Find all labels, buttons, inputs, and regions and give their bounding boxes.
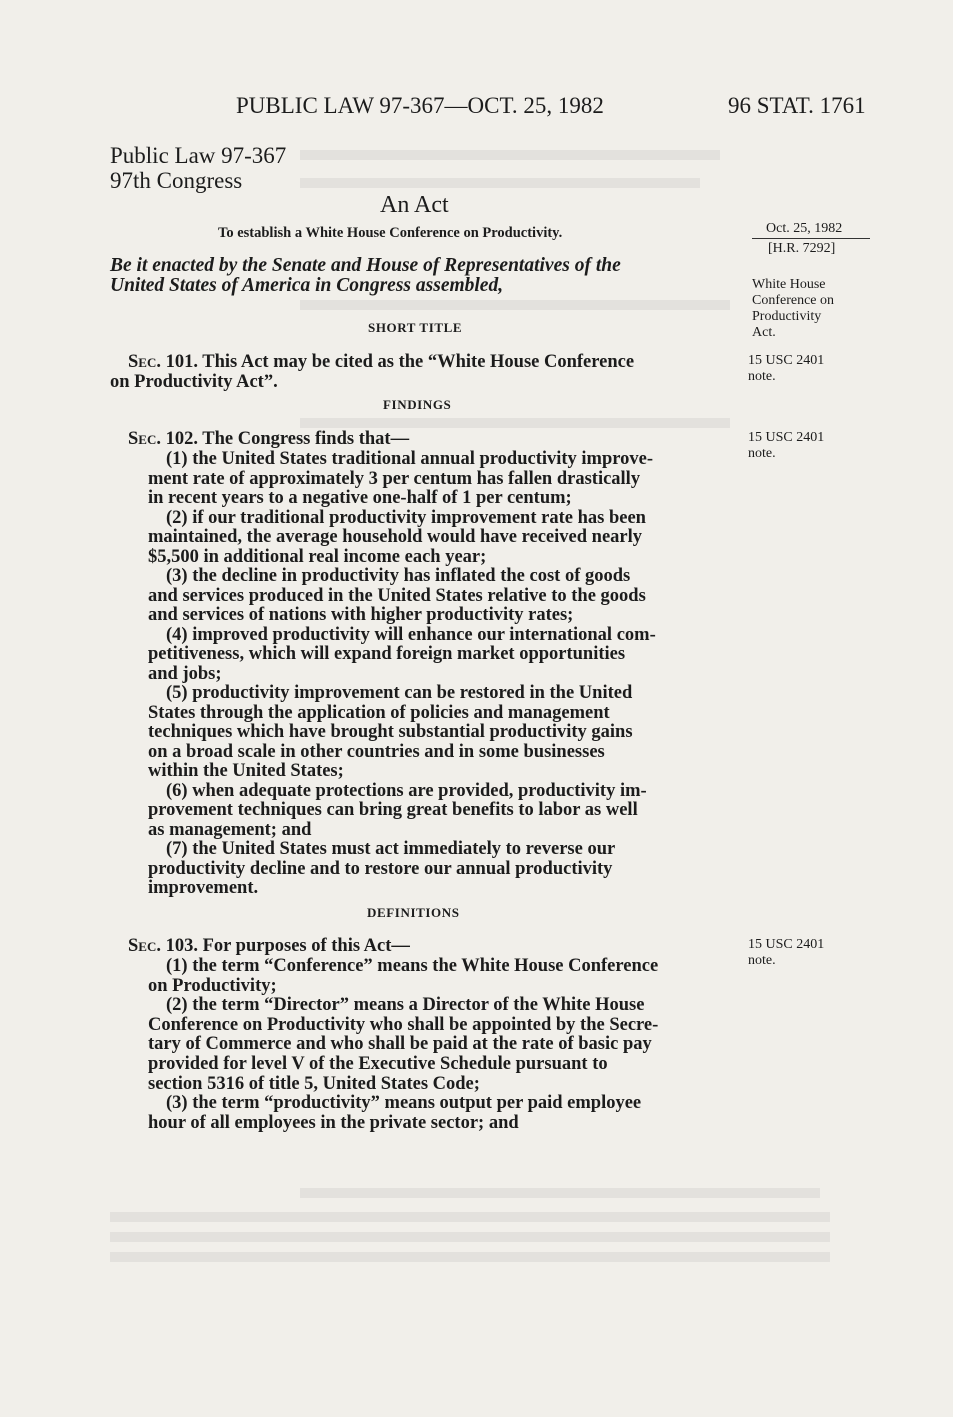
- heading-short-title: SHORT TITLE: [368, 320, 463, 335]
- finding-line: in recent years to a negative one-half of 1 per centum;: [148, 488, 572, 508]
- sec103-intro-text: For purposes of this Act—: [197, 936, 410, 956]
- heading-definitions: DEFINITIONS: [367, 905, 460, 920]
- finding-line: and jobs;: [148, 663, 222, 684]
- definition-line: (3) the term “productivity” means output per paid employee: [166, 1093, 642, 1114]
- margin-date-rule: [752, 238, 870, 239]
- finding-line: provement techniques can bring great benefits to labor as well: [148, 800, 638, 820]
- sec101-line-2: on Productivity Act”.: [110, 372, 278, 392]
- sec102-label: Sec. 102.: [128, 429, 198, 449]
- sec102-intro-text: The Congress finds that—: [197, 429, 410, 449]
- finding-line: (6) when adequate protections are provided, productivity im-: [166, 780, 647, 801]
- margin-subject-note: [752, 277, 834, 341]
- finding-line: (1) the United States traditional annual productivity improve-: [166, 449, 654, 469]
- definition-line: section 5316 of title 5, United States Code;: [148, 1073, 480, 1094]
- enacting-clause: [110, 256, 730, 296]
- running-header-right: 96 STAT. 1761: [728, 93, 866, 118]
- finding-line: (3) the decline in productivity has inflated the cost of goods: [166, 566, 631, 586]
- usc-cite: 15 USC 2401: [748, 353, 825, 368]
- heading-findings: FINDINGS: [383, 397, 452, 412]
- margin-subject-line: Productivity: [752, 309, 822, 324]
- running-header-left: PUBLIC LAW 97-367—OCT. 25, 1982: [236, 93, 604, 118]
- sec101-label: Sec. 101.: [128, 352, 198, 372]
- finding-line: and services produced in the United States relative to the goods: [148, 585, 646, 606]
- sec102-intro: [128, 430, 409, 450]
- act-purpose: To establish a White House Conference on Productivity.: [218, 225, 563, 241]
- margin-usc-citation-sec101: [748, 353, 824, 385]
- usc-note: note.: [748, 953, 776, 968]
- margin-usc-citation-sec102: [748, 430, 824, 462]
- finding-line: petitiveness, which will expand foreign market opportunities: [148, 644, 626, 664]
- finding-line: States through the application of policies and management: [148, 702, 610, 723]
- margin-subject-line: Conference on: [752, 293, 835, 308]
- finding-line: (2) if our traditional productivity improvement rate has been: [166, 507, 646, 528]
- enacting-clause-line-2: United States of America in Congress assembled,: [110, 275, 504, 296]
- finding-line: maintained, the average household would have received nearly: [148, 527, 643, 547]
- finding-line: (5) productivity improvement can be restored in the United: [166, 683, 633, 703]
- finding-line: and services of nations with higher productivity rates;: [148, 605, 574, 625]
- act-title: An Act: [380, 192, 449, 218]
- definition-line: hour of all employees in the private sector; and: [148, 1112, 519, 1133]
- finding-line: improvement.: [148, 878, 259, 898]
- margin-subject-line: White House: [752, 277, 826, 292]
- congress-number: 97th Congress: [110, 168, 243, 193]
- margin-date: Oct. 25, 1982: [766, 221, 843, 236]
- finding-line: (4) improved productivity will enhance our international com-: [166, 624, 656, 645]
- finding-line: as management; and: [148, 819, 312, 840]
- finding-line: ment rate of approximately 3 per centum has fallen drastically: [148, 468, 641, 489]
- sec101-line-1: [128, 353, 634, 373]
- usc-note: note.: [748, 446, 776, 461]
- margin-bill-number: [H.R. 7292]: [768, 241, 836, 256]
- enacting-clause-line-1: Be it enacted by the Senate and House of Representatives of the: [110, 255, 621, 276]
- sec103-label: Sec. 103.: [128, 936, 198, 956]
- public-law-number: Public Law 97-367: [110, 143, 287, 168]
- definition-line: on Productivity;: [148, 975, 277, 996]
- finding-line: (7) the United States must act immediately to reverse our: [166, 839, 616, 859]
- usc-cite: 15 USC 2401: [748, 430, 825, 445]
- usc-note: note.: [748, 369, 776, 384]
- finding-line: techniques which have brought substantial productivity gains: [148, 722, 633, 742]
- margin-subject-line: Act.: [752, 325, 776, 340]
- definition-line: provided for level V of the Executive Schedule pursuant to: [148, 1054, 608, 1074]
- definition-line: (2) the term “Director” means a Director of the White House: [166, 995, 645, 1016]
- definition-line: tary of Commerce and who shall be paid at the rate of basic pay: [148, 1034, 652, 1055]
- finding-line: on a broad scale in other countries and in some businesses: [148, 741, 605, 762]
- usc-cite: 15 USC 2401: [748, 937, 825, 952]
- definition-line: Conference on Productivity who shall be appointed by the Secre-: [148, 1014, 659, 1035]
- finding-line: within the United States;: [148, 761, 344, 781]
- sec101-text: This Act may be cited as the “White House Conference: [197, 352, 635, 372]
- sec103-intro: [128, 937, 410, 957]
- definition-line: (1) the term “Conference” means the White House Conference: [166, 956, 659, 976]
- finding-line: $5,500 in additional real income each year;: [148, 546, 487, 567]
- margin-usc-citation-sec103: [748, 937, 824, 969]
- finding-line: productivity decline and to restore our annual productivity: [148, 858, 613, 879]
